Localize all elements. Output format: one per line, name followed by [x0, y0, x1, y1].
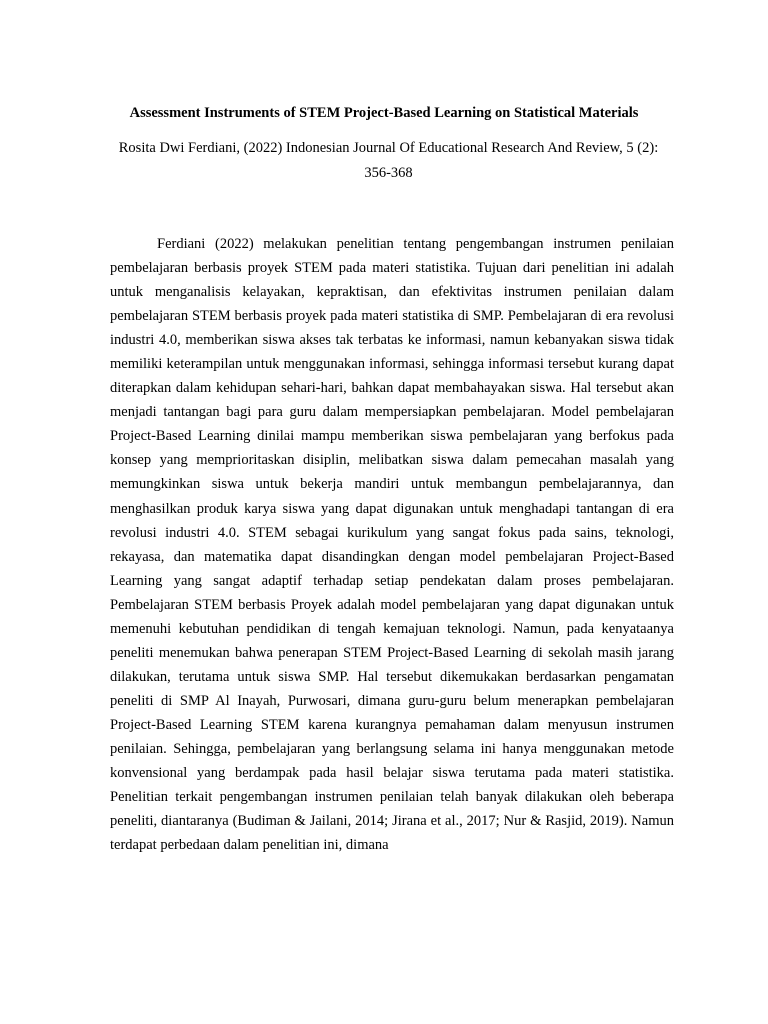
document-citation: Rosita Dwi Ferdiani, (2022) Indonesian Journal Of Educational Research And Review, 5 (2): 356-368 [118, 140, 659, 181]
document-title: Assessment Instruments of STEM Project-Based Learning on Statistical Materials [129, 105, 639, 121]
body-paragraph: Ferdiani (2022) melakukan penelitian tentang pengembangan instrumen penilaian pembelajaran berbasis proyek STEM pada materi statistika. Tujuan dari penelitian ini adalah untuk menganalisis kelayakan, kepraktisan, dan efektivitas instrumen penilaian dalam pembelajaran STEM berbasis proyek pada materi statistika di SMP. Pembelajaran di era revolusi industri 4.0, memberikan siswa akses tak terbatas ke informasi, namun kebanyakan siswa tidak memiliki keterampilan untuk menggunakan informasi, sehingga informasi tersebut kurang dapat diterapkan dalam kehidupan sehari-hari, bahkan dapat membahayakan siswa. Hal tersebut akan menjadi tantangan bagi para guru dalam mempersiapkan pembelajaran. Model pembelajaran Project-Based Learning dinilai mampu memberikan siswa pembelajaran yang berfokus pada konsep yang memprioritaskan disiplin, melibatkan siswa dalam pemecahan masalah yang memungkinkan siswa untuk bekerja mandiri untuk membangun pembelajarannya, dan menghasilkan produk karya siswa yang dapat digunakan untuk menghadapi tantangan di era revolusi industri 4.0. STEM sebagai kurikulum yang sangat fokus pada sains, teknologi, rekayasa, dan matematika dapat disandingkan dengan model pembelajaran Project-Based Learning yang sangat adaptif terhadap setiap pendekatan dalam proses pembelajaran. Pembelajaran STEM berbasis Proyek adalah model pembelajaran yang dapat digunakan untuk memenuhi kebutuhan pendidikan di tengah kemajuan teknologi. Namun, pada kenyataanya peneliti menemukan bahwa penerapan STEM Project-Based Learning di sekolah masih jarang dilakukan, terutama untuk siswa SMP. Hal tersebut dikemukakan berdasarkan pengamatan peneliti di SMP Al Inayah, Purwosari, dimana guru-guru belum menerapkan pembelajaran Project-Based Learning STEM karena kurangnya pemahaman dalam menyusun instrumen penilaian. Sehingga, pembelajaran yang berlangsung selama ini hanya menggunakan metode konvensional yang berdampak pada hasil belajar siswa terutama pada materi statistika. Penelitian terkait pengembangan instrumen penilaian telah banyak dilakukan oleh beberapa peneliti, diantaranya (Budiman & Jailani, 2014; Jirana et al., 2017; Nur & Rasjid, 2019). Namun terdapat perbedaan dalam penelitian ini, dimana [110, 236, 674, 854]
